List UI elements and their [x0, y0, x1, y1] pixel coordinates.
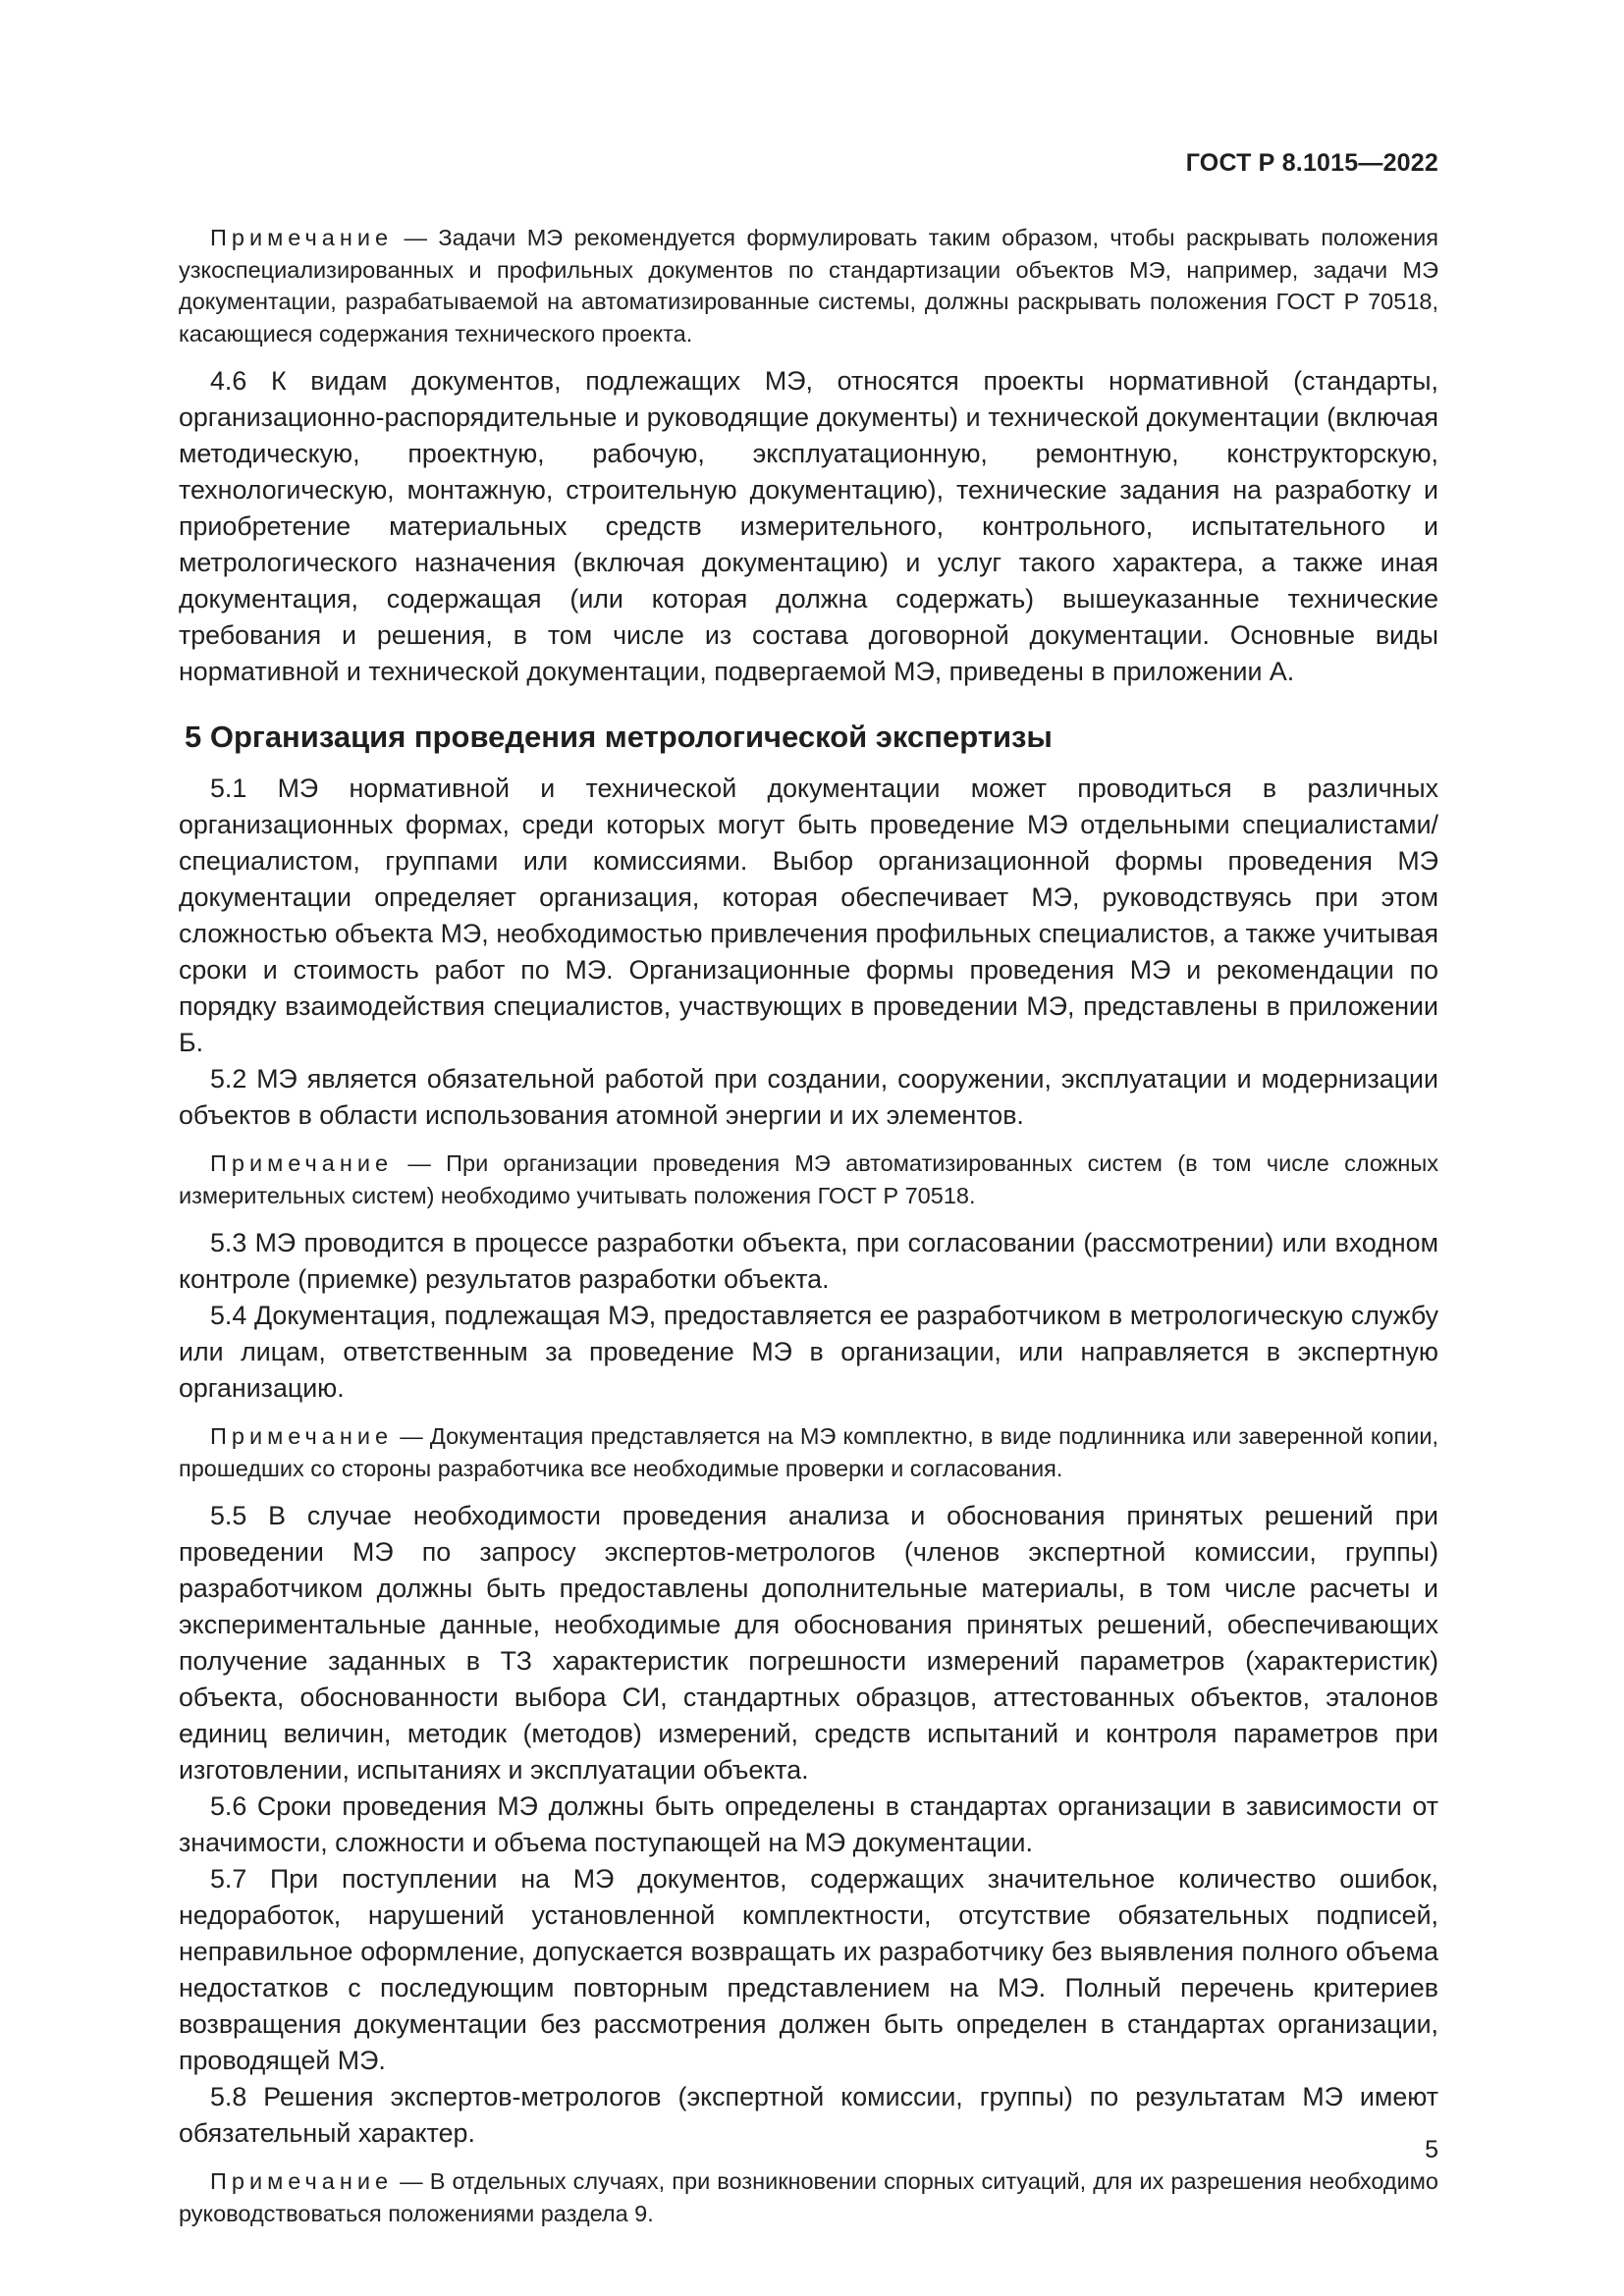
page-body — [179, 222, 1438, 2229]
note-text: — Документация представляется на МЭ комплектно, в виде подлинника или заверенной копии, прошедших со стороны разработчика все необходимые проверки и согласования. — [179, 1423, 1438, 1481]
section-5-title: 5 Организация проведения метрологической экспертизы — [185, 720, 1053, 754]
paragraph-4-6: 4.6 К видам документов, подлежащих МЭ, относятся проекты нормативной (стандарты, организационно-распорядительные и руководящие документы) и технической документации (включая методическую, проектную, рабочую, эксплуатационную, ремонтную, конструкторскую, технологическую, монтажную, строительную документацию), технические задания на разработку и приобретение материальных средств измерительного, контрольного, испытательного и метрологического назначения (включая документацию) и услуг такого характера, а также иная документация, содержащая (или которая должна содержать) вышеуказанные технические требования и решения, в том числе из состава договорной документации. Основные виды нормативной и технической документации, подвергаемой МЭ, приведены в приложении А. — [179, 366, 1438, 686]
note-label: Примечание — [210, 2168, 394, 2194]
note-text: — При организации проведения МЭ автоматизированных систем (в том числе сложных измерительных систем) необходимо учитывать положения ГОСТ Р 70518. — [179, 1150, 1438, 1208]
note-label: Примечание — [210, 1423, 394, 1449]
note-task-formulation — [179, 222, 1438, 349]
note-text: — В отдельных случаях, при возникновении спорных ситуаций, для их разрешения необходимо руководствоваться положениями раздела 9. — [179, 2168, 1439, 2226]
paragraph-5-2: 5.2 МЭ является обязательной работой при создании, сооружении, эксплуатации и модернизации объектов в области использования атомной энергии и их элементов. — [179, 1064, 1438, 1130]
paragraph-5-7: 5.7 При поступлении на МЭ документов, содержащих значительное количество ошибок, недоработок, нарушений установленной комплектности, отсутствие обязательных подписей, неправильное оформление, допускается возвращать их разработчику без выявления полного объема недостатков с последующим повторным представлением на МЭ. Полный перечень критериев возвращения документации без рассмотрения должен быть определен в стандартах организации, проводящей МЭ. — [179, 1864, 1438, 2075]
paragraph-5-1: 5.1 МЭ нормативной и технической документации может проводиться в различных организационных формах, среди которых могут быть проведение МЭ отдельными специалистами/специалистом, группами или комиссиями. Выбор организационной формы проведения МЭ документации определяет организация, которая обеспечивает МЭ, руководствуясь при этом сложностью объекта МЭ, необходимостью привлечения профильных специалистов, а также учитывая сроки и стоимость работ по МЭ. Организационные формы проведения МЭ и рекомендации по порядку взаимодействия специалистов, участвующих в проведении МЭ, представлены в приложении Б. — [179, 774, 1438, 1057]
note-label: Примечание — [210, 225, 394, 250]
paragraph-5-3: 5.3 МЭ проводится в процессе разработки объекта, при согласовании (рассмотрении) или входном контроле (приемке) результатов разработки объекта. — [179, 1228, 1438, 1294]
document-header-id: ГОСТ Р 8.1015—2022 — [1185, 149, 1438, 177]
note-text: — Задачи МЭ рекомендуется формулировать таким образом, чтобы раскрывать положения узкоспециализированных и профильных документов по стандартизации объектов МЭ, например, задачи МЭ документации, разрабатываемой на автоматизированные системы, должны раскрывать положения ГОСТ Р 70518, касающиеся содержания технического проекта. — [179, 225, 1439, 347]
paragraph-5-6: 5.6 Сроки проведения МЭ должны быть определены в стандартах организации в зависимости от значимости, сложности и объема поступающей на МЭ документации. — [179, 1791, 1438, 1857]
page-number: 5 — [1425, 2136, 1438, 2163]
paragraph-5-4: 5.4 Документация, подлежащая МЭ, предоставляется ее разработчиком в метрологическую службу или лицам, ответственным за проведение МЭ в организации, или направляется в экспертную организацию. — [179, 1301, 1438, 1403]
note-documentation-set — [179, 1420, 1438, 1484]
note-label: Примечание — [210, 1150, 394, 1176]
note-disputes — [179, 2165, 1438, 2229]
note-automated-systems — [179, 1148, 1438, 1211]
paragraph-5-8: 5.8 Решения экспертов-метрологов (экспертной комиссии, группы) по результатам МЭ имеют обязательный характер. — [179, 2082, 1438, 2148]
paragraph-5-5: 5.5 В случае необходимости проведения анализа и обоснования принятых решений при проведении МЭ по запросу экспертов-метрологов (членов экспертной комиссии, группы) разработчиком должны быть предоставлены дополнительные материалы, в том числе расчеты и экспериментальные данные, необходимые для обоснования принятых решений, обеспечивающих получение заданных в ТЗ характеристик погрешности измерений параметров (характеристик) объекта, обоснованности выбора СИ, стандартных образцов, аттестованных объектов, эталонов единиц величин, методик (методов) измерений, средств испытаний и контроля параметров при изготовлении, испытаниях и эксплуатации объекта. — [179, 1501, 1438, 1785]
